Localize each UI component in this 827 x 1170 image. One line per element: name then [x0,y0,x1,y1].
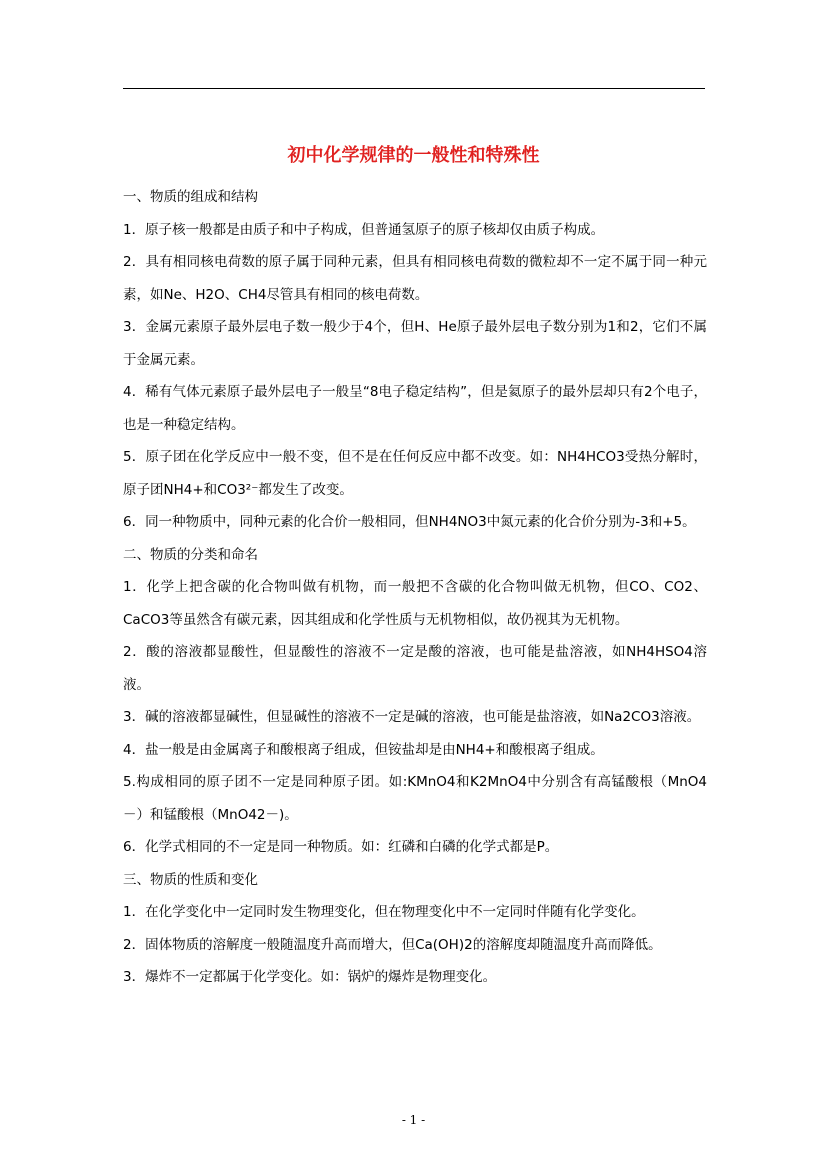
document-body [123,181,707,994]
paragraph: 3．爆炸不一定都属于化学变化。如：锅炉的爆炸是物理变化。 [123,969,497,985]
paragraph: 2．酸的溶液都显酸性，但显酸性的溶液不一定是酸的溶液，也可能是盐溶液，如NH4HSO4溶液。 [123,644,707,693]
paragraph: 2．具有相同核电荷数的原子属于同种元素，但具有相同核电荷数的微粒却不一定不属于同一种元素，如Ne、H2O、CH4尽管具有相同的核电荷数。 [123,254,707,303]
page-number: - 1 - [401,1113,426,1127]
paragraph: 4．稀有气体元素原子最外层电子一般呈“8电子稳定结构”，但是氦原子的最外层却只有2个电子，也是一种稳定结构。 [123,384,707,433]
paragraph: 3．碱的溶液都显碱性，但显碱性的溶液不一定是碱的溶液，也可能是盐溶液，如Na2CO3溶液。 [123,709,701,725]
paragraph: 4．盐一般是由金属离子和酸根离子组成，但铵盐却是由NH4+和酸根离子组成。 [123,741,604,758]
section-heading: 二、物质的分类和命名 [123,546,258,563]
paragraph: 1．原子核一般都是由质子和中子构成，但普通氢原子的原子核却仅由质子构成。 [123,221,605,238]
paragraph: 3．金属元素原子最外层电子数一般少于4个，但H、He原子最外层电子数分别为1和2，它们不属于金属元素。 [123,319,707,368]
section-heading: 一、物质的组成和结构 [123,189,258,205]
paragraph: 5.构成相同的原子团不一定是同种原子团。如:KMnO4和K2MnO4中分别含有高锰酸根（MnO4－）和锰酸根（MnO42－)。 [123,774,707,823]
paragraph: 2．固体物质的溶解度一般随温度升高而增大，但Ca(OH)2的溶解度却随温度升高而降低。 [123,936,662,953]
section-heading: 三、物质的性质和变化 [123,871,258,888]
paragraph: 1．化学上把含碳的化合物叫做有机物，而一般把不含碳的化合物叫做无机物，但CO、CO2、CaCO3等虽然含有碳元素，因其组成和化学性质与无机物相似，故仍视其为无机物。 [123,579,707,628]
header-rule [123,88,705,89]
document-title: 初中化学规律的一般性和特殊性 [287,145,540,166]
paragraph: 6．同一种物质中，同种元素的化合价一般相同，但NH4NO3中氮元素的化合价分别为-3和+5。 [123,514,696,530]
paragraph: 5．原子团在化学反应中一般不变，但不是在任何反应中都不改变。如：NH4HCO3受热分解时，原子团NH4+和CO3²⁻都发生了改变。 [123,449,707,498]
paragraph: 1．在化学变化中一定同时发生物理变化，但在物理变化中不一定同时伴随有化学变化。 [123,904,645,920]
paragraph: 6．化学式相同的不一定是同一种物质。如：红磷和白磷的化学式都是P。 [123,839,559,855]
